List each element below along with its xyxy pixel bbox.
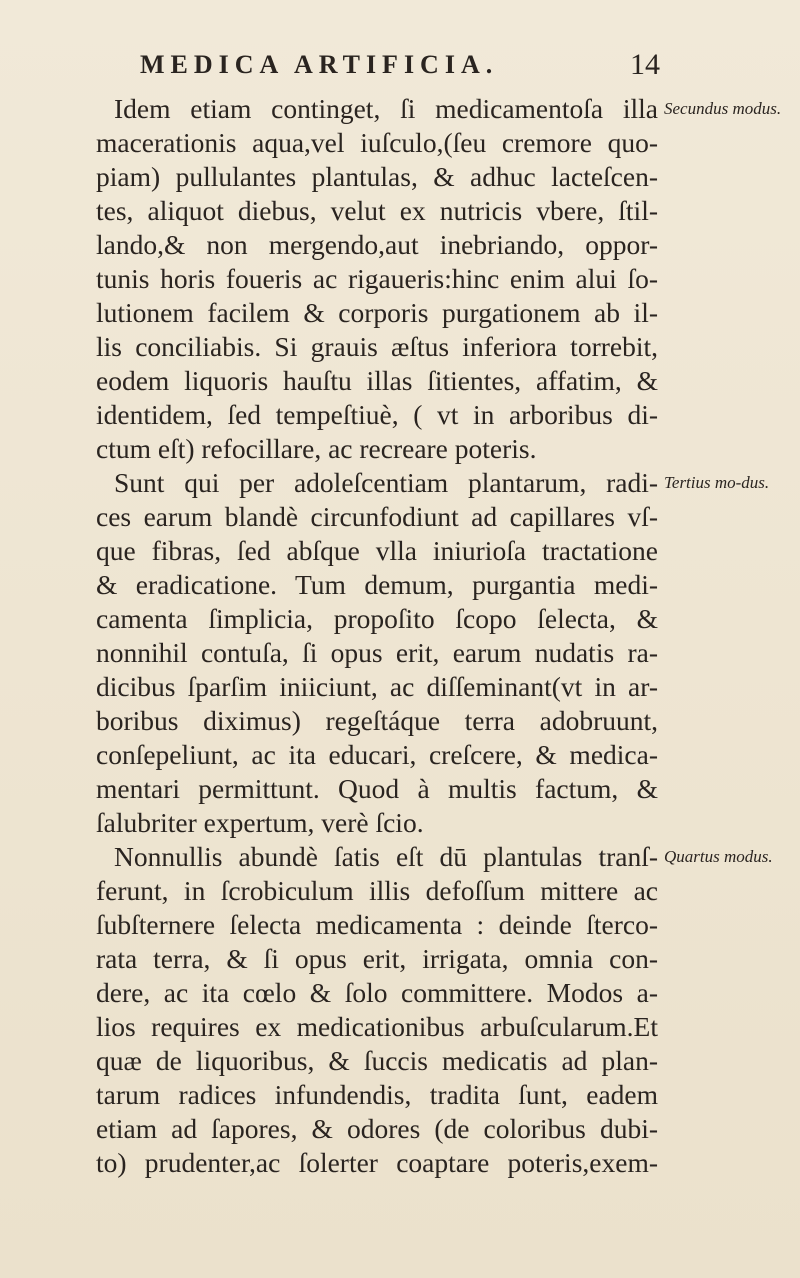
text-line: Nonnullis abundè ſatis eſt dū plantulas tranſ- — [114, 841, 658, 872]
text-line: & eradicatione. Tum demum, purgantia medi- — [96, 569, 658, 600]
text-line: nonnihil contuſa, ſi opus erit, earum nudatis ra- — [96, 637, 658, 668]
text-line: mentari permittunt. Quod à multis factum, & — [96, 773, 658, 804]
text-line: lis conciliabis. Si grauis æſtus inferiora torrebit, — [96, 331, 658, 362]
text-line: boribus diximus) regeſtáque terra adobruunt, — [96, 705, 658, 736]
page-number: 14 — [630, 48, 660, 81]
marginal-note: Quartus modus. — [664, 847, 773, 866]
text-line: tarum radices infundendis, tradita ſunt, eadem — [96, 1079, 658, 1110]
text-line: ces earum blandè circunfodiunt ad capillares vſ- — [96, 501, 658, 532]
text-line: tes, aliquot diebus, velut ex nutricis vbere, ſtil- — [96, 195, 658, 226]
marginal-note: Secundus modus. — [664, 99, 782, 118]
text-line: ferunt, in ſcrobiculum illis defoſſum mittere ac — [96, 875, 658, 906]
text-line: camenta ſimplicia, propoſito ſcopo ſelecta, & — [96, 603, 658, 634]
text-line: ſalubriter expertum, verè ſcio. — [96, 807, 424, 838]
text-line: dicibus ſparſim iniiciunt, ac diſſeminant(vt in ar- — [96, 671, 658, 702]
text-line: ſubſternere ſelecta medicamenta : deinde ſterco- — [96, 909, 658, 940]
text-line: dere, ac ita cœlo & ſolo committere. Modos a- — [96, 977, 658, 1008]
text-line: ctum eſt) refocillare, ac recreare poteris. — [96, 433, 537, 464]
text-line: lios requires ex medicationibus arbuſcularum.Et — [96, 1011, 658, 1042]
text-line: lando,& non mergendo,aut inebriando, oppor- — [96, 229, 658, 260]
text-line: Sunt qui per adoleſcentiam plantarum, radi- — [114, 467, 658, 498]
text-line: identidem, ſed tempeſtiuè, ( vt in arboribus di- — [96, 399, 658, 430]
text-line: tunis horis foueris ac rigaueris:hinc enim alui ſo- — [96, 263, 658, 294]
running-head — [140, 50, 660, 86]
text-line: etiam ad ſapores, & odores (de coloribus dubi- — [96, 1113, 658, 1144]
running-head-title: MEDICA ARTIFICIA. — [140, 50, 499, 79]
text-line: Idem etiam continget, ſi medicamentoſa illa — [114, 93, 658, 124]
text-line: quæ de liquoribus, & ſuccis medicatis ad plan- — [96, 1045, 658, 1076]
body-text — [96, 92, 658, 1180]
text-line: piam) pullulantes plantulas, & adhuc lacteſcen- — [96, 161, 658, 192]
text-line: lutionem facilem & corporis purgationem ab il- — [96, 297, 658, 328]
text-line: macerationis aqua,vel iuſculo,(ſeu cremore quo- — [96, 127, 658, 158]
text-line: rata terra, & ſi opus erit, irrigata, omnia con- — [96, 943, 658, 974]
marginal-note: Tertius mo-dus. — [664, 473, 770, 492]
text-line: que fibras, ſed abſque vlla iniurioſa tractatione — [96, 535, 658, 566]
text-line: conſepeliunt, ac ita educari, creſcere, & medica- — [96, 739, 658, 770]
text-line: eodem liquoris hauſtu illas ſitientes, affatim, & — [96, 365, 658, 396]
text-line: to) prudenter,ac ſolerter coaptare poteris,exem- — [96, 1147, 658, 1178]
